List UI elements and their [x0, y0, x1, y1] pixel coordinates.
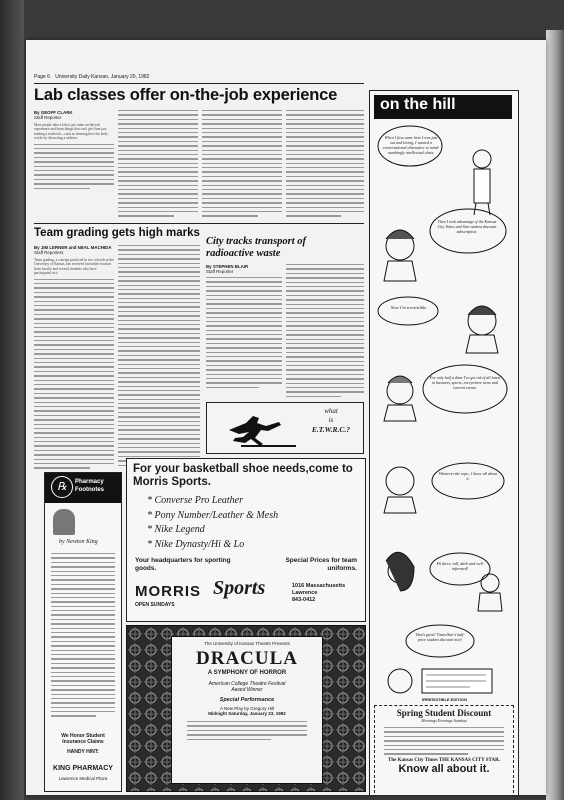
team-headline: Team grading gets high marks [34, 227, 200, 239]
morris-address-block [292, 583, 360, 604]
comic-panel-1-text: When I first came here I was just out and loving, I wanted a conversational alternative to mind-numbingly intellectual chats. [382, 135, 440, 155]
comic-title: on the hill [380, 96, 456, 113]
morris-address: 1016 Massachusetts [292, 583, 346, 589]
etwrc-line-2: is [328, 416, 334, 424]
pharmacy-hint: HANDY HINT: [67, 749, 99, 755]
pharmacy-ad [44, 472, 122, 792]
morris-item-4: * Nike Dynasty/Hi & Lo [147, 538, 245, 550]
coupon-title: Spring Student Discount [396, 708, 492, 718]
morris-headline: For your basketball shoe needs,come to Morris Sports. [133, 463, 353, 488]
lab-column-2 [118, 110, 198, 220]
pharmacy-address: Lawrence Medical Plaza [58, 776, 108, 781]
waste-role: Staff Reporter [206, 269, 234, 274]
waste-column-2 [286, 264, 364, 399]
team-role: Staff Reporters [34, 250, 64, 255]
morris-product-list [147, 494, 357, 552]
lab-headline: Lab classes offer on-the-job experience [34, 86, 338, 104]
comic-caption: IRRESISTIBLE EDITION [422, 697, 467, 702]
scanner-edge-left [0, 0, 24, 800]
waste-byline: By STEPHEN BLAIR [206, 264, 249, 269]
page-number: Page 6 [34, 74, 50, 80]
morris-item-1: * Converse Pro Leather [147, 495, 244, 506]
coupon-paper-name: The Kansas City Times THE KANSAS CITY STAR. [388, 757, 500, 763]
comic-title-band [374, 95, 512, 119]
comic-panel-7-text: That's great! Times/Star's half-price student discount now! [415, 632, 465, 642]
dracula-date: Midnight Saturday, January 23, 1982 [208, 711, 286, 716]
lab-column-3 [202, 110, 282, 220]
paper-dateline: University Daily Kansan, January 20, 1982 [55, 74, 150, 80]
pharmacy-insurance: We Honor Student Insurance Claims [61, 733, 105, 745]
etwrc-question [303, 407, 359, 434]
dracula-ad [126, 625, 366, 792]
newspaper-page [26, 40, 546, 795]
lab-role: Staff Reporter [34, 115, 62, 120]
morris-item-3: * Nike Legend [147, 524, 205, 535]
etwrc-ad [206, 402, 364, 454]
morris-left-tagline: Your headquarters for sporting goods. [135, 557, 231, 572]
morris-logo-script: Sports [213, 577, 266, 599]
team-column-1 [34, 245, 114, 505]
dracula-presenter: The University of Kansas Theatre Presents [204, 641, 290, 646]
comic-panel-2-text: Then I took advantage of the Kansas City Times and Star student discount subscription. [437, 219, 497, 234]
morris-right-tagline: Special Prices for team uniforms. [285, 557, 357, 572]
dracula-special: Special Performance [219, 697, 275, 703]
morris-city: Lawrence [292, 590, 318, 596]
lab-column-4 [286, 110, 364, 220]
dracula-title: DRACULA [196, 648, 298, 669]
dracula-award: Award Winner [231, 687, 263, 693]
scanner-edge-right [546, 30, 564, 800]
section-divider [34, 223, 364, 224]
comic-panel-5-text: Whatever the topic, I know all about it. [438, 471, 498, 481]
dracula-card [171, 636, 323, 784]
comic-artwork [370, 121, 518, 761]
etwrc-line-1: what [324, 407, 338, 415]
kc-times-ad [369, 90, 519, 795]
waste-headline: City tracks transport of radioactive waste [206, 236, 307, 259]
waste-column-1 [206, 264, 282, 399]
lab-column-1 [34, 110, 114, 220]
coupon-subtitle: Mornings Evenings Sundays [421, 718, 467, 723]
dracula-play: A New Play by Gregory Hill [219, 706, 275, 711]
page-header [34, 74, 364, 84]
pharmacy-header-band [45, 473, 121, 503]
lab-lead: Most people take a lab to get some on-the-job experience and learn things that can't get from just reading a textbook—such as learning how the body works by dissecting a cadaver. [34, 123, 108, 141]
morris-phone: 843-0412 [292, 597, 316, 603]
lab-byline: By GEOFF CLARK [34, 110, 73, 115]
coupon-tagline: Know all about it. [398, 762, 490, 775]
morris-item-2: * Pony Number/Leather & Mesh [147, 509, 279, 521]
pharmacy-body-text [51, 553, 115, 720]
comic-panel-6-text: Hi there, tall, dark and well informed! [436, 561, 484, 571]
comic-panel-3-text: Now I'm irresistible. [390, 305, 428, 310]
morris-sports-ad [126, 458, 366, 622]
pharmacy-byline: by Newton King [59, 539, 98, 545]
morris-logo-word: MORRIS [135, 583, 201, 600]
team-lead: Team grading, a concept practiced in two schools at the University of Kansas, has received favorable reaction from faculty and several students who have participated in it. [34, 258, 114, 276]
team-byline: By JIM LERNER and NEAL MACHIDA [34, 245, 112, 250]
pharmacy-title: Pharmacy Footnotes [75, 479, 104, 493]
pharmacy-name: KING PHARMACY [53, 765, 113, 772]
dracula-festival: American College Theatre Festival [208, 681, 286, 687]
dracula-subtitle: A SYMPHONY OF HORROR [207, 670, 287, 676]
student-discount-coupon [374, 705, 514, 795]
comic-panel-4-text: For only half a dime I've got rid of all latest in business, sports, everywhere news and current events. [429, 375, 501, 390]
rx-logo-icon: ℞ [51, 476, 73, 498]
morris-open-sundays: OPEN SUNDAYS [135, 602, 175, 608]
pharmacist-portrait [53, 509, 75, 535]
lab-body-text [34, 144, 114, 189]
runner-silhouette-icon [211, 408, 301, 448]
etwrc-line-3: E.T.W.R.C.? [311, 425, 351, 434]
